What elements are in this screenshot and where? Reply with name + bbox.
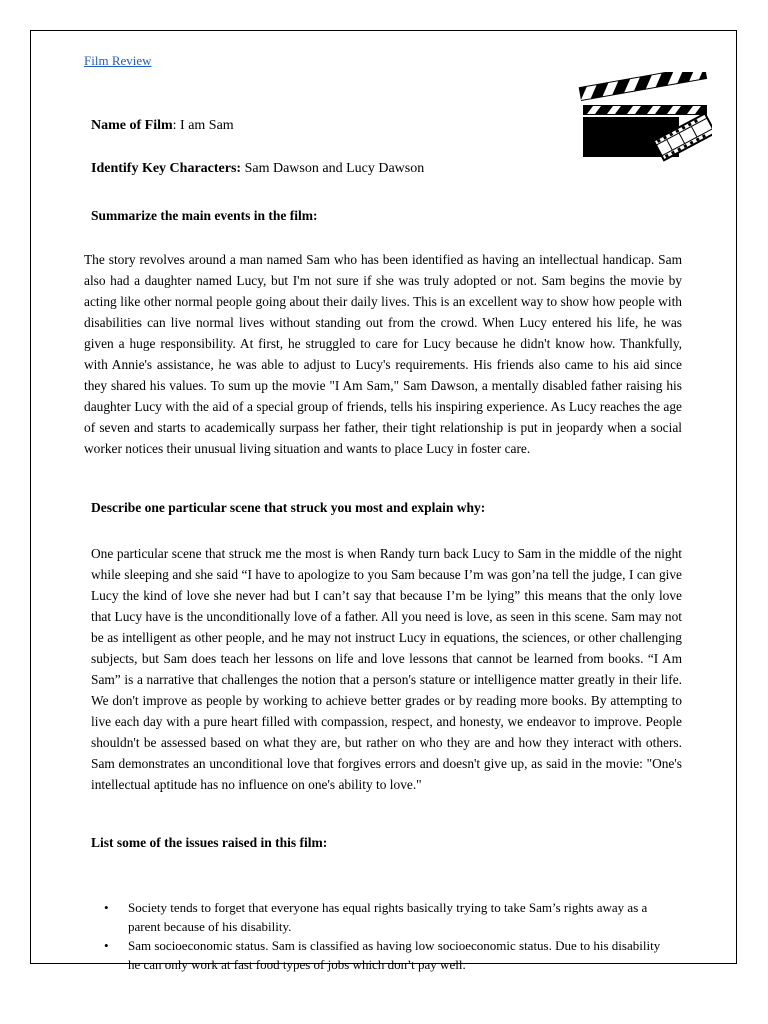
key-characters-value: Sam Dawson and Lucy Dawson xyxy=(241,161,425,176)
bullet-icon: • xyxy=(104,938,109,953)
issues-heading: List some of the issues raised in this film: xyxy=(91,835,328,850)
bullet-icon: • xyxy=(104,900,109,915)
film-name-value: : I am Sam xyxy=(172,118,234,133)
issue-text: Society tends to forget that everyone has equal rights basically trying to take Sam’s rights away as a parent because of his disability. xyxy=(128,900,648,934)
scene-paragraph: One particular scene that struck me the most is when Randy turn back Lucy to Sam in the middle of the night while sleeping and she said “I have to apologize to you Sam because I’m was gon’na tell the judge, I can give Lucy the kind of love she never had but I can’t say that because I’m be lying” this means that the only love that Lucy have is the unconditionally love of a father. All you need is love, as seen in this scene. Sam may not be as intelligent as other people, and he may not instruct Lucy in equations, the sciences, or other challenging subjects, but Sam does teach her lessons on life and love lessons that cannot be learned from books. “I Am Sam” is a narrative that challenges the notion that a person's stature or intelligence matter greatly in their life. We don't improve as people by working to achieve better grades or by reading more books. By attempting to live each day with a pure heart filled with compassion, respect, and honesty, we endeavor to improve. People shouldn't be assessed based on what they are, but rather on who they are and how they interact with others. Sam demonstrates an unconditional love that forgives errors and doesn't give up, as said in the movie: "One's intellectual aptitude has no influence on one's ability to love." xyxy=(91,546,682,792)
key-characters-line xyxy=(91,161,424,177)
issues-list xyxy=(104,898,674,974)
clapperboard-icon xyxy=(577,72,712,172)
key-characters-label: Identify Key Characters: xyxy=(91,161,242,176)
summary-heading: Summarize the main events in the film: xyxy=(91,208,318,223)
list-item xyxy=(104,936,674,974)
issue-text: Sam socioeconomic status. Sam is classified as having low socioeconomic status. Due to his disability he can only work at fast food types of jobs which don’t pay well. xyxy=(128,938,661,972)
list-item xyxy=(104,898,674,936)
film-name-label: Name of Film xyxy=(91,118,173,133)
film-review-link[interactable]: Film Review xyxy=(84,53,152,68)
summary-paragraph: The story revolves around a man named Sam who has been identified as having an intellectual handicap. Sam also had a daughter named Lucy, but I'm not sure if she was truly adopted or not. Sam begins the movie by acting like other normal people going about their daily lives. This is an excellent way to show how people with disabilities can live normal lives without standing out from the crowd. When Lucy entered his life, he was given a huge responsibility. At first, he struggled to care for Lucy because he didn't know how. Thankfully, with Annie's assistance, he was able to adjust to Lucy's requirements. His friends also came to his aid since they shared his values. To sum up the movie "I Am Sam," Sam Dawson, a mentally disabled father raising his daughter Lucy with the aid of a special group of friends, tells his inspiring experience. As Lucy reaches the age of seven and starts to academically surpass her father, their tight relationship is put in jeopardy when a social worker notices their unusual living situation and wants to place Lucy in foster care. xyxy=(84,252,682,456)
scene-heading: Describe one particular scene that struck you most and explain why: xyxy=(91,500,486,515)
film-name-line xyxy=(91,118,234,134)
